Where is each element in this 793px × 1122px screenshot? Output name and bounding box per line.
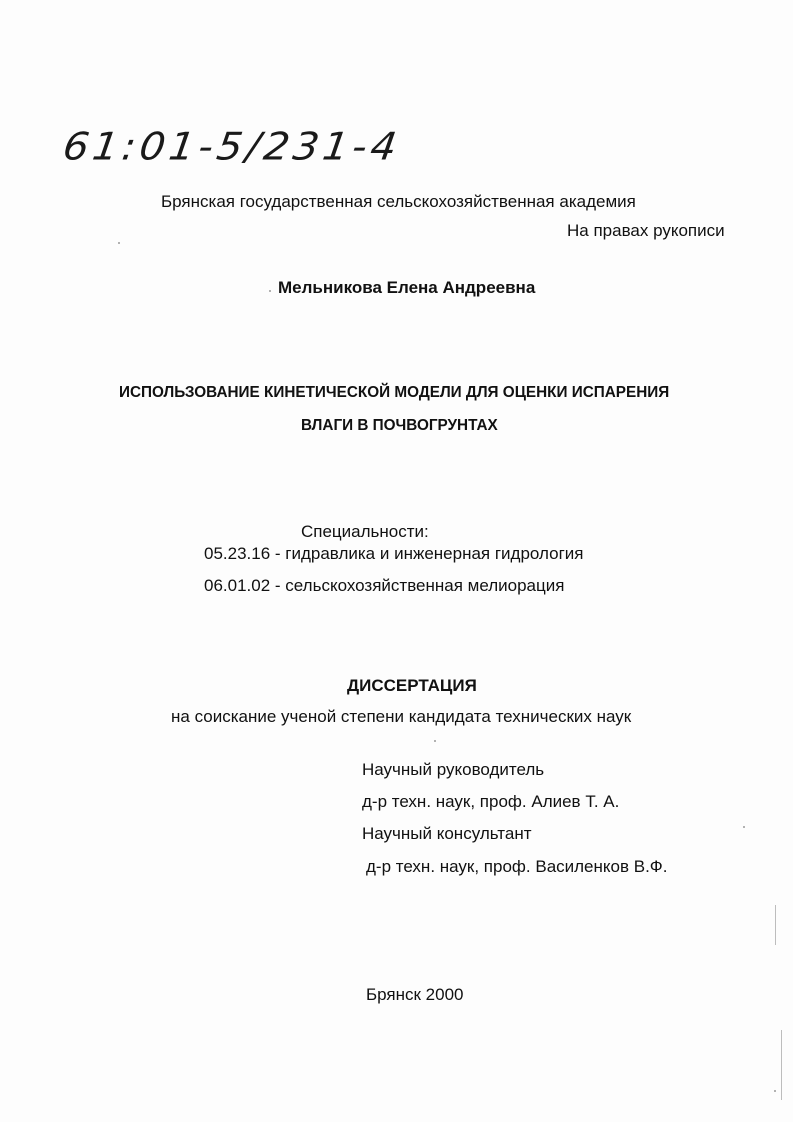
scan-speck xyxy=(118,242,120,244)
archive-code-handwritten: 61:01-5/231-4 xyxy=(60,125,404,169)
degree-line: на соискание ученой степени кандидата технических наук xyxy=(171,707,632,726)
scan-speck xyxy=(774,1090,776,1092)
specialties-heading: Специальности: xyxy=(301,522,429,541)
scan-edge-mark xyxy=(781,1030,782,1100)
institution-name: Брянская государственная сельскохозяйственная академия xyxy=(161,192,636,211)
specialty-item-2: 06.01.02 - сельскохозяйственная мелиорация xyxy=(204,576,565,595)
supervisor-name: д-р техн. наук, проф. Алиев Т. А. xyxy=(362,792,620,811)
scan-speck xyxy=(269,290,271,292)
consultant-name: д-р техн. наук, проф. Василенков В.Ф. xyxy=(366,857,668,876)
consultant-label: Научный консультант xyxy=(362,824,532,843)
title-line-1: ИСПОЛЬЗОВАНИЕ КИНЕТИЧЕСКОЙ МОДЕЛИ ДЛЯ ОЦЕНКИ ИСПАРЕНИЯ xyxy=(119,384,670,401)
place-year: Брянск 2000 xyxy=(366,985,464,1004)
manuscript-note: На правах рукописи xyxy=(567,221,725,240)
document-type: ДИССЕРТАЦИЯ xyxy=(347,676,477,695)
scan-edge-mark xyxy=(775,905,776,945)
specialty-item-1: 05.23.16 - гидравлика и инженерная гидрология xyxy=(204,544,584,563)
scan-speck xyxy=(743,826,745,828)
title-line-2: ВЛАГИ В ПОЧВОГРУНТАХ xyxy=(301,417,498,434)
scan-speck xyxy=(434,740,436,742)
author-name: Мельникова Елена Андреевна xyxy=(278,278,536,297)
supervisor-label: Научный руководитель xyxy=(362,760,545,779)
